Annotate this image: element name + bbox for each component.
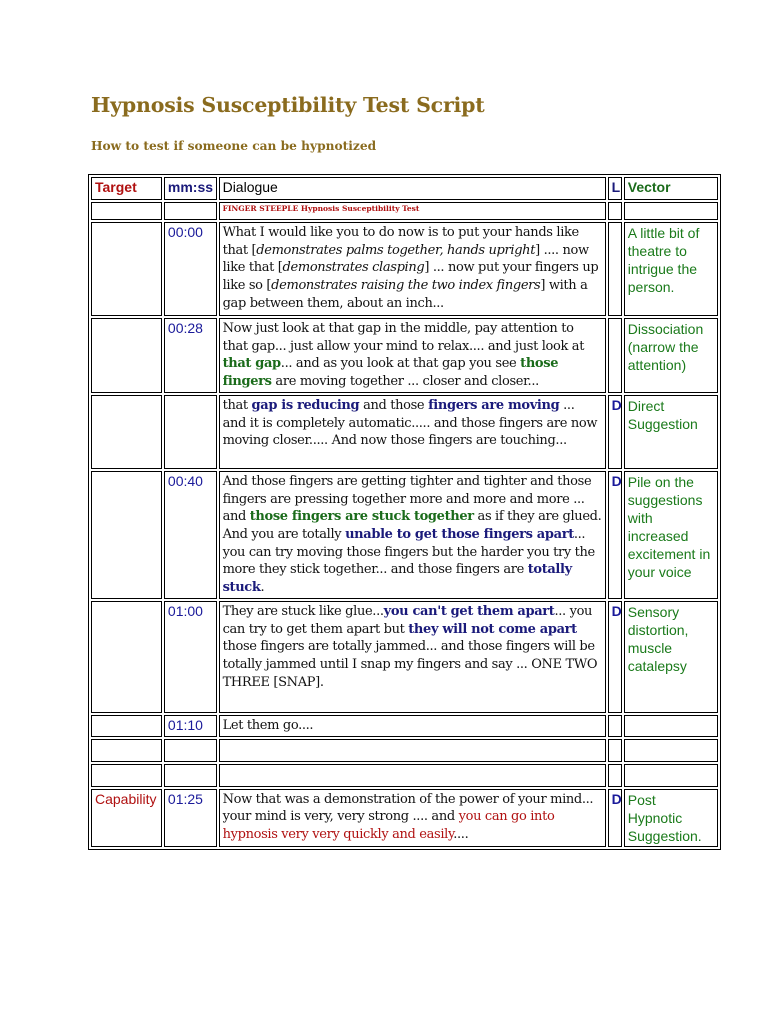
header-target: Target	[91, 177, 162, 200]
stage-direction: demonstrates palms together, hands upright	[256, 242, 536, 258]
time-cell	[164, 202, 217, 220]
l-cell	[608, 318, 622, 393]
dialogue-cell	[219, 739, 606, 762]
target-cell	[91, 715, 162, 737]
emphasis-blue: you can't get them apart	[383, 603, 555, 619]
dialogue-text: and those	[359, 397, 429, 413]
emphasis-blue: unable to get those fingers apart	[345, 526, 574, 542]
dialogue-cell	[219, 395, 606, 469]
dialogue-text: ....	[453, 826, 469, 842]
dialogue-text: those fingers are totally jammed... and those fingers will be totally jammed until I snap my fingers and say ... ONE TWO THREE [SNAP].	[222, 639, 598, 690]
dialogue-text: that	[222, 397, 252, 413]
dialogue-text: ... and as you look at that gap you see	[280, 356, 521, 372]
table-row	[91, 395, 718, 469]
dialogue-cell	[219, 601, 606, 713]
subtitle-row	[91, 202, 718, 220]
dialogue-cell	[219, 318, 606, 393]
header-l: L	[608, 177, 622, 200]
target-cell	[91, 318, 162, 393]
time-cell: 00:40	[164, 471, 217, 599]
vector-cell	[624, 715, 718, 737]
dialogue-text: ... and it is completely automatic..... and those fingers are now moving closer..... And now those fingers are touching...	[222, 397, 598, 449]
emphasis-blue: totally stuck	[222, 562, 572, 596]
table-row	[91, 601, 718, 713]
time-cell	[164, 395, 217, 469]
dialogue-cell	[219, 222, 606, 316]
time-cell	[164, 739, 217, 762]
table-row	[91, 318, 718, 393]
l-cell	[608, 715, 622, 737]
test-subtitle: FINGER STEEPLE Hypnosis Susceptibility Test	[219, 202, 606, 220]
emphasis-green: those fingers are stuck together	[249, 509, 474, 525]
emphasis-green: those fingers	[222, 356, 559, 390]
dialogue-text: What I would like you to do now is to put your hands like that [	[222, 225, 579, 258]
dialogue-cell	[219, 715, 606, 737]
vector-cell: Dissociation (narrow the attention)	[624, 318, 718, 393]
time-cell: 01:00	[164, 601, 217, 713]
time-cell: 00:28	[164, 318, 217, 393]
stage-direction: demonstrates clasping	[282, 260, 425, 276]
dialogue-text: as if they are glued. And you are totally	[222, 509, 602, 542]
target-cell	[91, 764, 162, 787]
l-cell	[608, 202, 622, 220]
target-cell	[91, 202, 162, 220]
target-cell	[91, 222, 162, 316]
l-cell: D	[608, 471, 622, 599]
vector-cell: Post Hypnotic Suggestion.	[624, 789, 718, 847]
vector-cell: Pile on the suggestions with increased excitement in your voice	[624, 471, 718, 599]
dialogue-text: And those fingers are getting tighter and tighter and those fingers are pressing together more and more and more ... and	[222, 473, 592, 525]
target-cell	[91, 471, 162, 599]
dialogue-text: ... you can try to get them apart but	[222, 603, 593, 637]
l-cell: D	[608, 789, 622, 847]
page-subtitle: How to test if someone can be hypnotized	[91, 139, 377, 153]
dialogue-text: are moving together ... closer and closer...	[271, 374, 539, 390]
emphasis-blue: they will not come apart	[408, 621, 577, 637]
dialogue-cell	[219, 471, 606, 599]
l-cell	[608, 739, 622, 762]
target-cell: Capability	[91, 789, 162, 847]
dialogue-cell	[219, 789, 606, 847]
l-cell: D	[608, 601, 622, 713]
table-row	[91, 715, 718, 737]
table-row	[91, 764, 718, 787]
vector-cell: A little bit of theatre to intrigue the person.	[624, 222, 718, 316]
header-row	[91, 177, 718, 200]
dialogue-text: .	[260, 580, 265, 596]
table-row	[91, 471, 718, 599]
l-cell	[608, 764, 622, 787]
time-cell: 01:25	[164, 789, 217, 847]
dialogue-text: ] ... now put your fingers up like so [	[222, 260, 599, 294]
time-cell: 01:10	[164, 715, 217, 737]
l-cell	[608, 222, 622, 316]
table-row	[91, 789, 718, 847]
header-dialogue: Dialogue	[219, 177, 606, 200]
l-cell: D	[608, 395, 622, 469]
dialogue-text: Now just look at that gap in the middle, pay attention to that gap... just allow your mind to relax.... and just look at	[222, 321, 585, 354]
script-table	[88, 174, 721, 850]
time-cell: 00:00	[164, 222, 217, 316]
table-row	[91, 222, 718, 316]
emphasis-green: that gap	[222, 356, 281, 372]
target-cell	[91, 395, 162, 469]
target-cell	[91, 739, 162, 762]
vector-cell: Direct Suggestion	[624, 395, 718, 469]
dialogue-cell	[219, 764, 606, 787]
dialogue-text: ] .... now like that [	[222, 242, 589, 276]
dialogue-text: ] with a gap between them, about an inch...	[222, 278, 588, 311]
dialogue-text: They are stuck like glue...	[222, 603, 384, 619]
dialogue-text: ... you can try moving those fingers but the harder you try the more they stick together... and those fingers are	[222, 526, 595, 578]
page-title: Hypnosis Susceptibility Test Script	[91, 93, 485, 117]
emphasis-red: you can go into hypnosis very very quickly and easily	[222, 809, 555, 842]
dialogue-text: Now that was a demonstration of the power of your mind... your mind is very, very strong .... and	[222, 791, 594, 825]
emphasis-blue: fingers are moving	[428, 397, 560, 413]
table-row	[91, 739, 718, 762]
dialogue-text: Let them go....	[222, 717, 314, 733]
header-vector: Vector	[624, 177, 718, 200]
target-cell	[91, 601, 162, 713]
vector-cell: Sensory distortion, muscle catalepsy	[624, 601, 718, 713]
emphasis-blue: gap is reducing	[251, 397, 360, 413]
vector-cell	[624, 739, 718, 762]
header-time: mm:ss	[164, 177, 217, 200]
time-cell	[164, 764, 217, 787]
vector-cell	[624, 202, 718, 220]
stage-direction: demonstrates raising the two index fingers	[271, 278, 541, 294]
vector-cell	[624, 764, 718, 787]
